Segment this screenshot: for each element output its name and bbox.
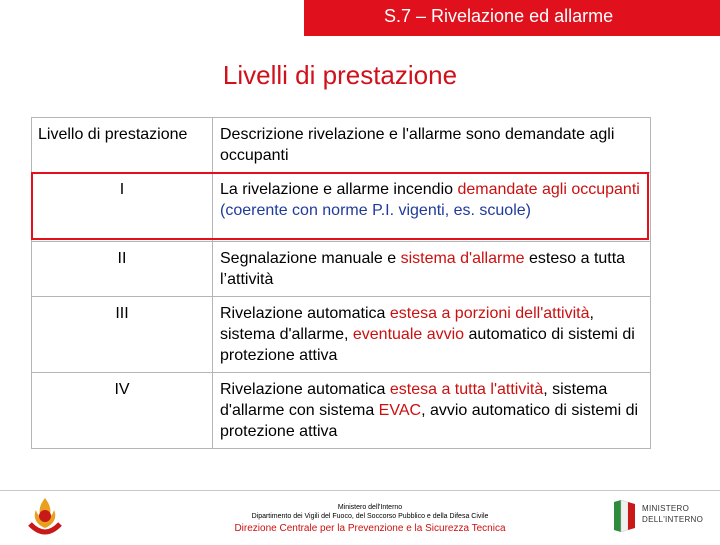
desc-text: , avvio automatico di sistemi di protezione attiva <box>220 402 639 440</box>
desc-text: Segnalazione manuale e <box>220 250 401 267</box>
desc-highlight: eventuale avvio <box>352 326 465 343</box>
table-row <box>32 373 651 449</box>
desc-text: automatico di sistemi di protezione attiva <box>220 326 635 364</box>
header-bar <box>304 0 720 36</box>
vigili-del-fuoco-logo <box>20 494 70 540</box>
level-cell: I <box>32 173 213 242</box>
logo-ministero-line1: MINISTERO <box>642 504 690 513</box>
header-title: S.7 – Rivelazione ed allarme <box>384 6 614 26</box>
footer-text <box>180 503 560 535</box>
header-level: Livello di prestazione <box>32 118 213 173</box>
table-row <box>32 242 651 297</box>
levels-table <box>31 117 651 449</box>
desc-text: , sistema d'allarme, <box>220 305 594 343</box>
level-cell: II <box>32 242 213 297</box>
level-cell: IV <box>32 373 213 449</box>
table-header-row <box>32 118 651 173</box>
desc-highlight: estesa a tutta l'attività <box>389 381 544 398</box>
description-cell <box>213 173 651 242</box>
page-title: Livelli di prestazione <box>222 60 458 90</box>
footer-divider <box>0 490 720 491</box>
table-row <box>32 173 651 242</box>
footer-department: Dipartimento dei Vigili del Fuoco, del Soccorso Pubblico e della Difesa Civile <box>251 513 489 520</box>
level-cell: III <box>32 297 213 373</box>
logo-ministero-line2: DELL'INTERNO <box>642 515 704 524</box>
description-cell <box>213 373 651 449</box>
description-cell <box>213 297 651 373</box>
desc-text: Rivelazione automatica <box>220 305 390 322</box>
description-cell <box>213 242 651 297</box>
desc-text: , sistema d'allarme con sistema <box>220 381 608 419</box>
desc-highlight: demandate agli occupanti <box>457 181 640 198</box>
ministero-interno-logo <box>612 498 716 534</box>
desc-note: (coerente con norme P.I. vigenti, es. scuole) <box>220 202 531 219</box>
desc-text: La rivelazione e allarme incendio <box>220 181 458 198</box>
desc-highlight: sistema d'allarme <box>400 250 525 267</box>
header-description: Descrizione rivelazione e l'allarme sono demandate agli occupanti <box>213 118 651 173</box>
footer-directorate: Direzione Centrale per la Prevenzione e la Sicurezza Tecnica <box>234 523 506 534</box>
desc-text: esteso a tutta l’attività <box>220 250 626 288</box>
desc-highlight: estesa a porzioni dell'attività <box>389 305 590 322</box>
table-row <box>32 297 651 373</box>
desc-text: Rivelazione automatica <box>220 381 390 398</box>
footer-ministry: Ministero dell'Interno <box>337 504 403 511</box>
desc-highlight: EVAC <box>378 402 422 419</box>
